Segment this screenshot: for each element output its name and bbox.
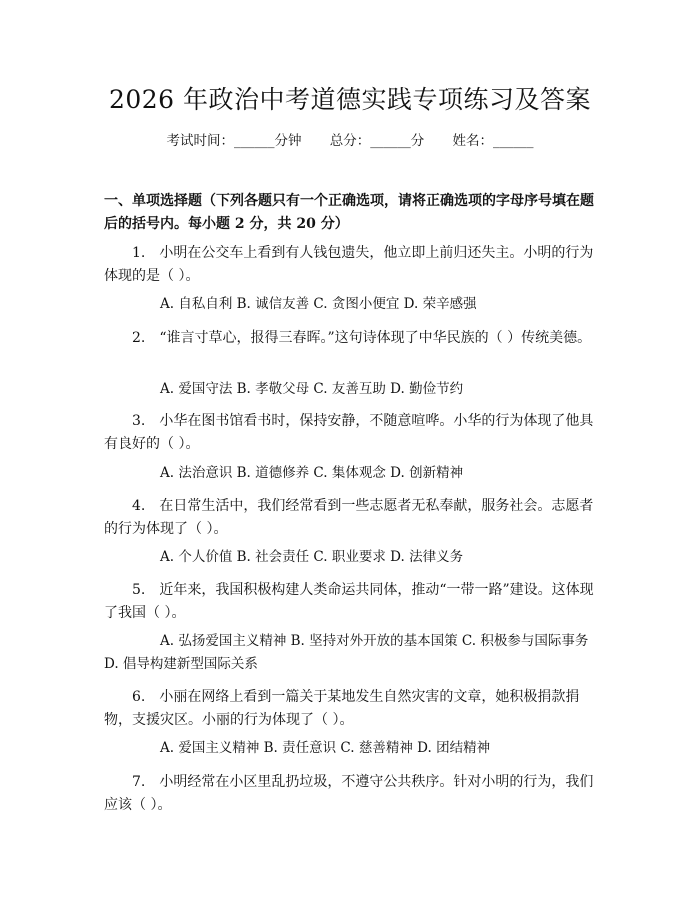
question-3-stem: 3. 小华在图书馆看书时，保持安静，不随意喧哗。小华的行为体现了他具有良好的（ ）。: [104, 413, 594, 452]
question-1-options: A. 自私自利 B. 诚信友善 C. 贪图小便宜 D. 荣辛感强: [160, 296, 477, 312]
question-2-options: A. 爱国守法 B. 孝敬父母 C. 友善互助 D. 勤俭节约: [160, 381, 464, 397]
page-title: 2026 年政治中考道德实践专项练习及答案: [108, 85, 592, 114]
question-6-options: A. 爱国主义精神 B. 责任意识 C. 慈善精神 D. 团结精神: [160, 740, 491, 756]
exam-info-line: [0, 132, 700, 150]
question-6-stem: 6. 小丽在网络上看到一篇关于某地发生自然灾害的文章，她积极捐款捐物，支援灾区。小丽的行为体现了（ ）。: [104, 689, 580, 728]
exam-time-field: 考试时间：______分钟: [166, 133, 302, 149]
question-1-stem: 1. 小明在公交车上看到有人钱包遗失，他立即上前归还失主。小明的行为体现的是（ ）。: [104, 245, 594, 284]
question-3-options: A. 法治意识 B. 道德修养 C. 集体观念 D. 创新精神: [160, 465, 464, 481]
question-4-options: A. 个人价值 B. 社会责任 C. 职业要求 D. 法律义务: [160, 549, 464, 565]
section-heading: 一、单项选择题（下列各题只有一个正确选项，请将正确选项的字母序号填在题后的括号内。每小题 2 分，共 20 分）: [104, 193, 594, 232]
question-2-stem: 2. “谁言寸草心，报得三春晖。”这句诗体现了中华民族的（ ）传统美德。: [132, 330, 592, 346]
student-name-field: 姓名：______: [452, 133, 534, 149]
question-5-options: A. 弘扬爱国主义精神 B. 坚持对外开放的基本国策 C. 积极参与国际事务 D. 倡导构建新型国际关系: [104, 633, 589, 672]
question-7-stem: 7. 小明经常在小区里乱扔垃圾，不遵守公共秩序。针对小明的行为，我们应该（ ）。: [104, 774, 594, 813]
question-5-stem: 5. 近年来，我国积极构建人类命运共同体，推动“一带一路”建设。这体现了我国（ ）。: [104, 582, 594, 621]
question-4-stem: 4. 在日常生活中，我们经常看到一些志愿者无私奉献，服务社会。志愿者的行为体现了（ ）。: [104, 498, 594, 537]
total-score-field: 总分：______分: [329, 133, 425, 149]
